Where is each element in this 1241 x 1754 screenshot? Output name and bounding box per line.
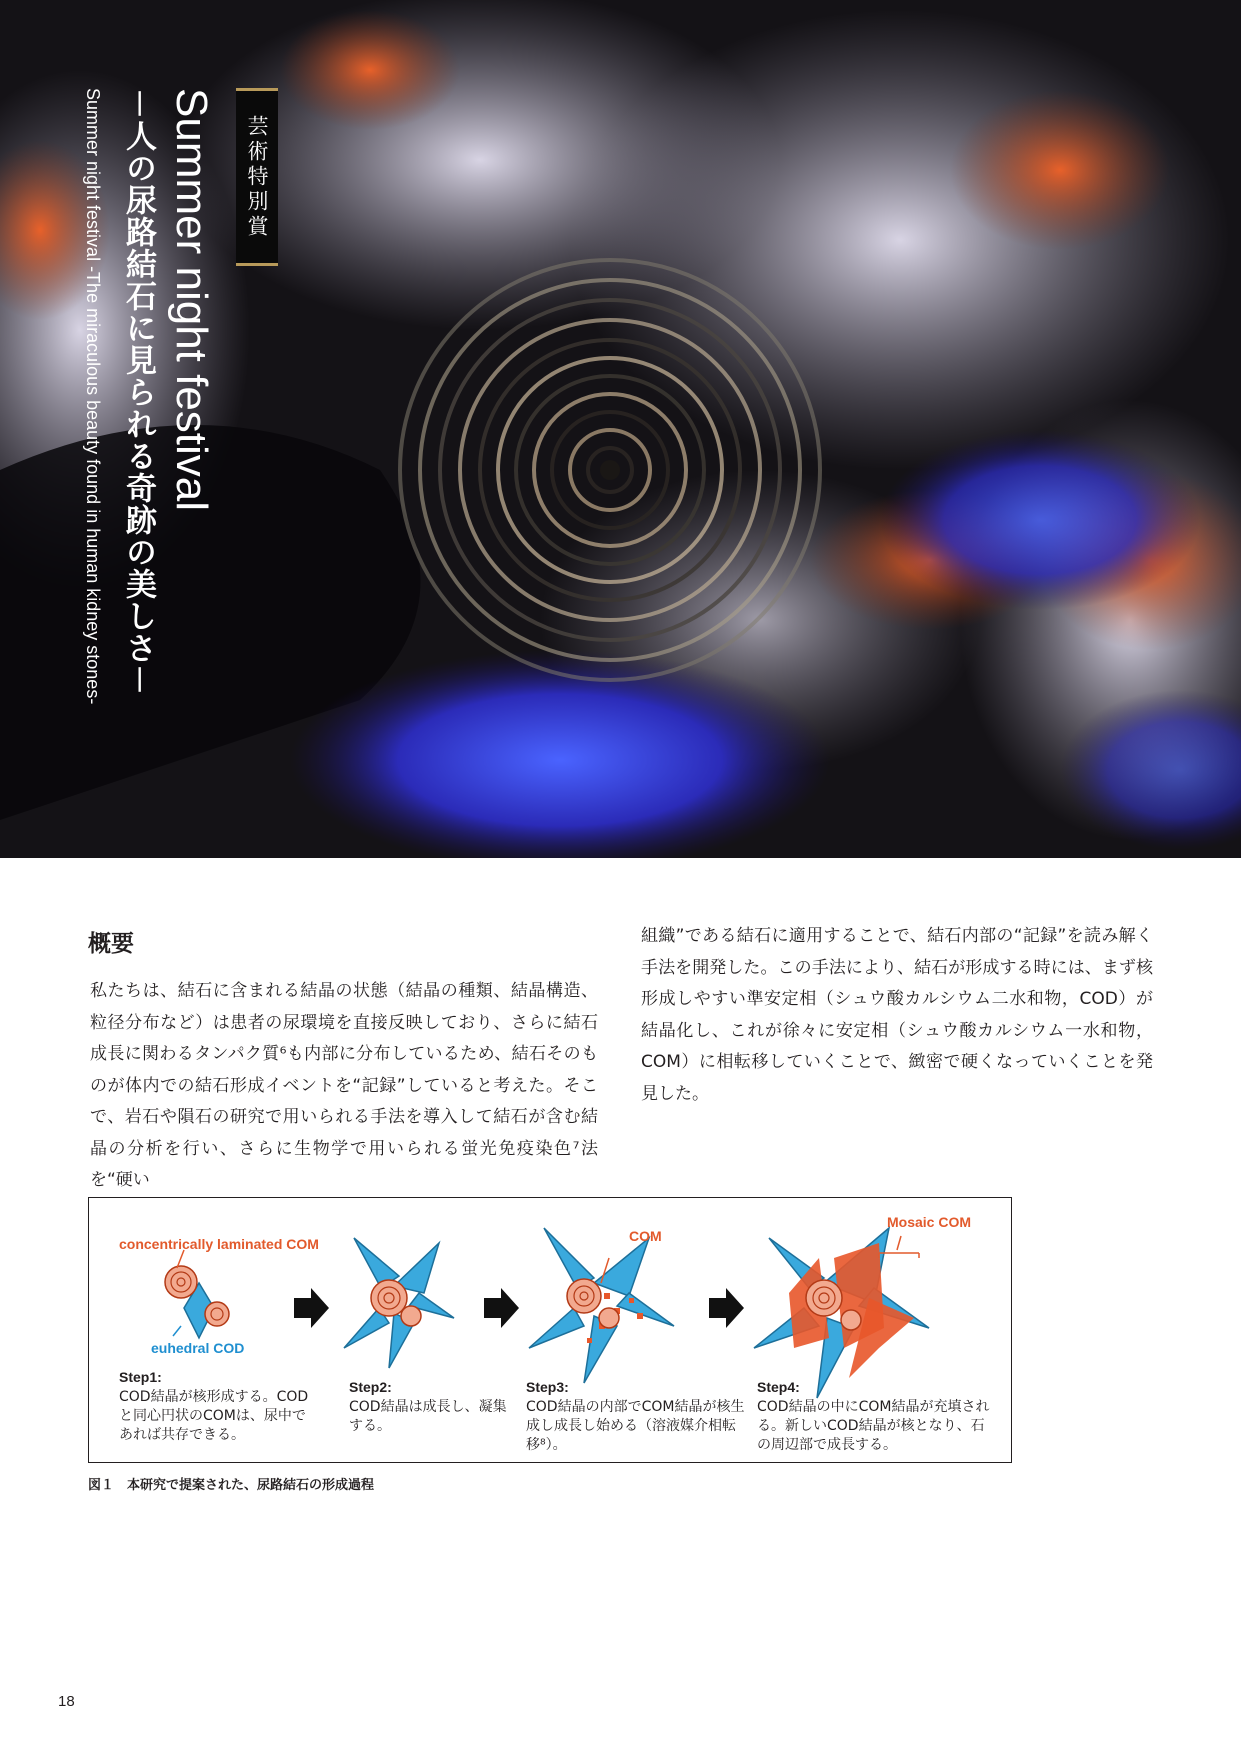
- title-en: Summer night festival: [167, 88, 216, 512]
- label-euhedral-cod: euhedral COD: [151, 1340, 245, 1356]
- step1-text: [119, 1368, 319, 1445]
- step3-title: Step3:: [526, 1379, 569, 1395]
- step4-desc: COD結晶の中にCOM結晶が充填される。新しいCOD結晶が核となり、石の周辺部で成長する。: [757, 1399, 990, 1453]
- step2-illustration: [344, 1238, 454, 1368]
- step2-desc: COD結晶は成長し、凝集する。: [349, 1399, 507, 1434]
- overview-col1-text: 私たちは、結石に含まれる結晶の状態（結晶の種類、結晶構造、粒径分布など）は患者の尿環境を直接反映しており、さらに結石成長に関わるタンパク質⁶も内部に分布しているため、結石そのものが体内での結石形成イベントを“記録”していると考えた。そこで、岩石や隕石の研究で用いられる手法を導入して結石が含む結晶の分析を行い、さらに生物学で用いられる蛍光免疫染色⁷法を“硬い: [90, 981, 598, 1190]
- step1-illustration: [165, 1250, 229, 1338]
- arrow-icon: [484, 1288, 519, 1328]
- step2-text: [349, 1378, 509, 1436]
- figure-caption: 図１ 本研究で提案された、尿路結石の形成過程: [88, 1478, 375, 1493]
- step1-title: Step1:: [119, 1369, 162, 1385]
- step2-title: Step2:: [349, 1379, 392, 1395]
- formation-process-figure: [88, 1197, 1012, 1463]
- hero-image: [0, 0, 1241, 858]
- step4-title: Step4:: [757, 1379, 800, 1395]
- subtitle-en: Summer night festival -The miraculous beauty found in human kidney stones-: [83, 88, 103, 705]
- award-label: 芸術特別賞: [236, 88, 278, 266]
- title-jp: －人の尿路結石に見られる奇跡の美しさ－: [120, 88, 156, 696]
- step1-desc: COD結晶が核形成する。CODと同心円状のCOMは、尿中であれば共存できる。: [119, 1389, 309, 1443]
- step3-text: [526, 1378, 746, 1455]
- step4-illustration: [754, 1228, 929, 1398]
- step3-desc: COD結晶の内部でCOM結晶が核生成し成長し始める（溶液媒介相転移⁸）。: [526, 1399, 745, 1453]
- step4-text: [757, 1378, 992, 1455]
- overview-col2-text: 組織”である結石に適用することで、結石内部の“記録”を読み解く手法を開発した。この手法により、結石が形成する時には、まず核形成しやすい準安定相（シュウ酸カルシウム二水和物，COD）が結晶化し、これが徐々に安定相（シュウ酸カルシウム一水和物，COM）に相転移していくことで、緻密で硬くなっていくことを発見した。: [641, 926, 1153, 1104]
- label-mosaic-com: Mosaic COM: [887, 1214, 972, 1230]
- label-concentric-com: concentrically laminated COM: [119, 1236, 319, 1252]
- arrow-icon: [294, 1288, 329, 1328]
- overview-heading: 概要: [88, 931, 134, 957]
- page-number: 18: [58, 1693, 75, 1710]
- arrow-icon: [709, 1288, 744, 1328]
- label-com: COM: [629, 1228, 662, 1244]
- step3-illustration: [529, 1228, 674, 1383]
